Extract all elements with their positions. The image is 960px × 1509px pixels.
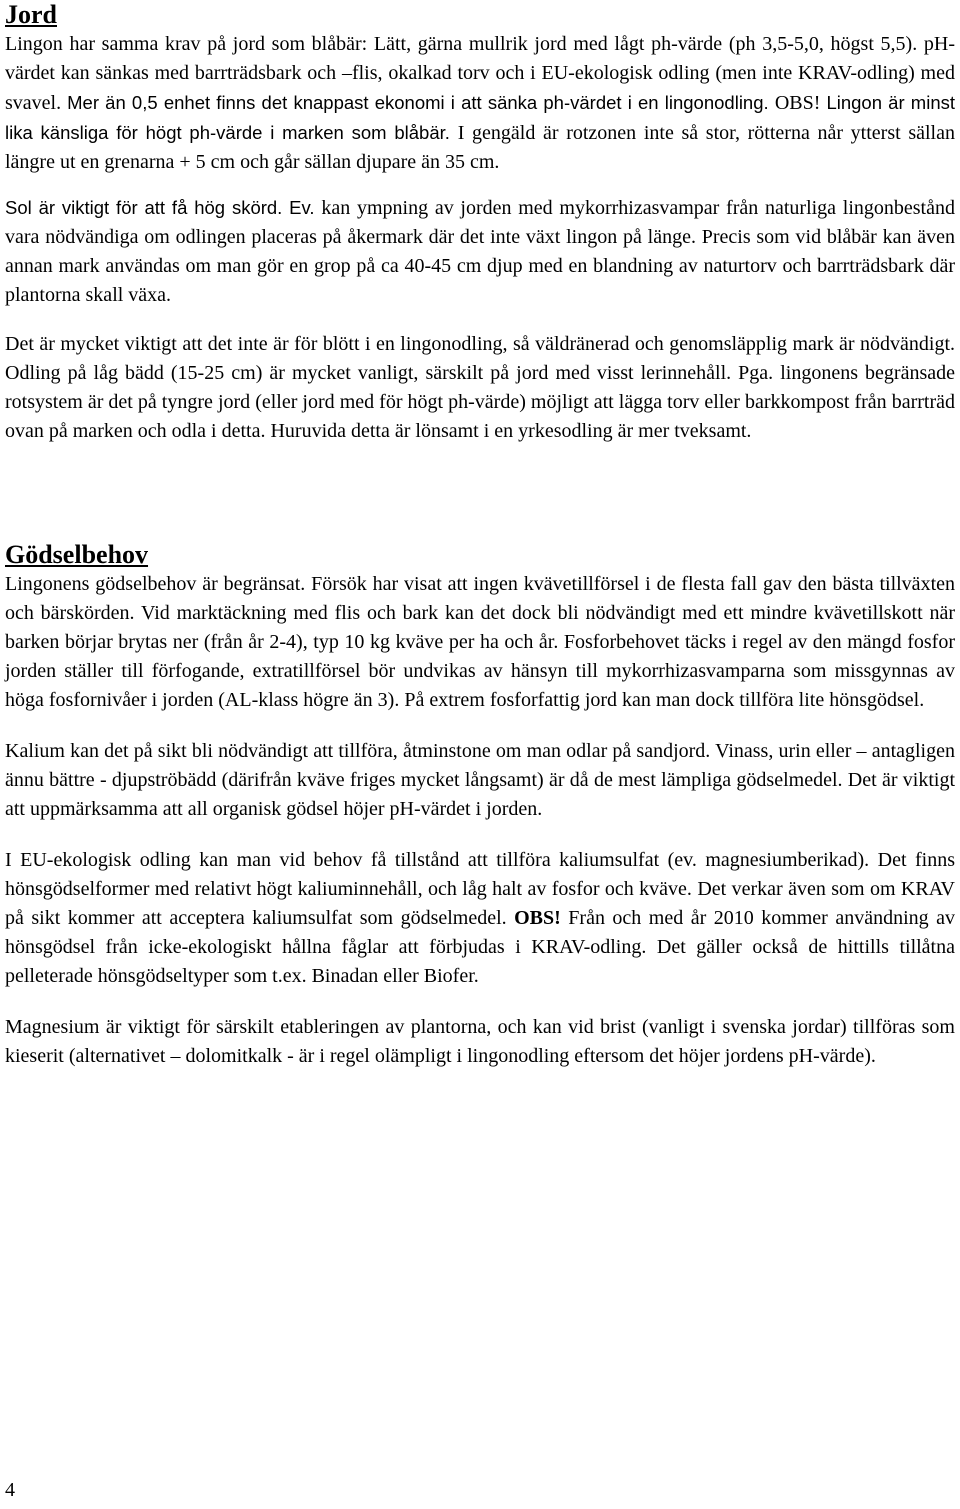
section-spacer xyxy=(5,464,955,540)
paragraph-jord-2 xyxy=(5,193,955,310)
text-span: I EU-ekologisk odling kan man vid behov få tillstånd att tillföra kaliumsulfat (ev. magnesiumberikad). Det finns hönsgödselformer med relativt högt kaliuminnehåll, och låg halt av fosfor och kväve. Det verkar även som om KRAV på sikt kommer att acceptera kaliumsulfat som gödselmedel. xyxy=(5,849,955,929)
text-span: Lingon har samma krav på jord som blåbär: Lätt, gärna mullrik jord med lågt ph-värde (ph 3,5-5,0, högst 5,5). pH-värdet kan sänkas med barrträdsbark och –flis, okalkad torv och i EU-ekologisk odling (men inte KRAV-odling) med svavel. xyxy=(5,33,955,114)
page-number: 4 xyxy=(5,1479,15,1501)
heading-jord: Jord xyxy=(5,0,57,29)
paragraph-jord-1 xyxy=(5,30,955,177)
text-span: Mer än 0,5 enhet finns det knappast ekonomi i att sänka ph-värdet i en lingonodling. xyxy=(67,92,775,113)
document-page xyxy=(5,0,955,1089)
text-span: I gengäld är rotzonen inte så stor, rötterna når ytterst sällan längre ut en grenarna + 5 cm och går sällan djupare än 35 cm. xyxy=(5,122,955,173)
paragraph-godsel-4: Magnesium är viktigt för särskilt etableringen av plantorna, och kan vid brist (vanligt i svenska jordar) tillföras som kieserit (alternativet – dolomitkalk - är i regel olämpligt i lingonodling eftersom det höjer jordens pH-värde). xyxy=(5,1016,955,1067)
heading-godselbehov: Gödselbehov xyxy=(5,540,149,569)
paragraph-godsel-2: Kalium kan det på sikt bli nödvändigt att tillföra, åtminstone om man odlar på sandjord. Vinass, urin eller – antagligen ännu bättre - djupströbädd (därifrån kväve friges mycket långsamt) är då de mest lämpliga gödselmedel. Det är viktigt att uppmärksamma att all organisk gödsel höjer pH-värdet i jorden. xyxy=(5,740,955,820)
paragraph-godsel-1: Lingonens gödselbehov är begränsat. Försök har visat att ingen kvävetillförsel i de flesta fall gav den bästa tillväxten och bärskörden. Vid marktäckning med flis och bark kan det dock bli nödvändigt med ett mindre kvävetillskott när barken börjar brytas ner (från år 2-4), typ 10 kg kväve per ha och år. Fosforbehovet täcks i regel av den mängd fosfor jorden ställer till förfogande, extratillförsel bör undvikas av hänsyn till mykorrhizasvamparna som missgynnas av höga fosfornivåer i jorden (AL-klass högre än 3). På extrem fosforfattig jord kan man dock tillföra lite hönsgödsel. xyxy=(5,573,955,711)
text-span: Sol är viktigt för att få hög skörd. Ev. xyxy=(5,197,322,218)
text-span: Precis som vid blåbär kan även annan mark användas om man gör en grop på ca 40-45 cm djup med en blandning av naturtorv och barrträdsbark där plantorna skall växa. xyxy=(5,226,956,306)
paragraph-godsel-3 xyxy=(5,846,955,991)
text-span: Lingon är minst lika känsliga för högt ph-värde i marken som blåbär. xyxy=(5,92,956,143)
obs-note: OBS! xyxy=(514,907,561,929)
paragraph-jord-3: Det är mycket viktigt att det inte är för blött i en lingonodling, så väldränerad och genomsläpplig mark är nödvändigt. Odling på låg bädd (15-25 cm) är mycket vanligt, särskilt på jord med visst lerinnehåll. Pga. lingonens begränsade rotsystem är det på tyngre jord (eller jord med för högt ph-värde) möjligt att lägga torv eller barkkompost från barrträd ovan på marken och odla i detta. Huruvida detta är lönsamt i en yrkesodling är mer tveksamt. xyxy=(5,333,955,442)
text-span: Från och med år 2010 kommer användning av hönsgödsel från icke-ekologiskt hållna fåglar att förbjudas i KRAV-odling. Det gäller också de hittills tillåtna pelleterade hönsgödseltyper som t.ex. Binadan eller Biofer. xyxy=(5,907,955,987)
text-span: kan ympning av jorden med mykorrhizasvampar från naturliga lingonbestånd vara nödvändiga om odlingen placeras på åkermark där det inte växt lingon på länge. xyxy=(5,197,955,248)
text-span: OBS! xyxy=(774,92,827,114)
